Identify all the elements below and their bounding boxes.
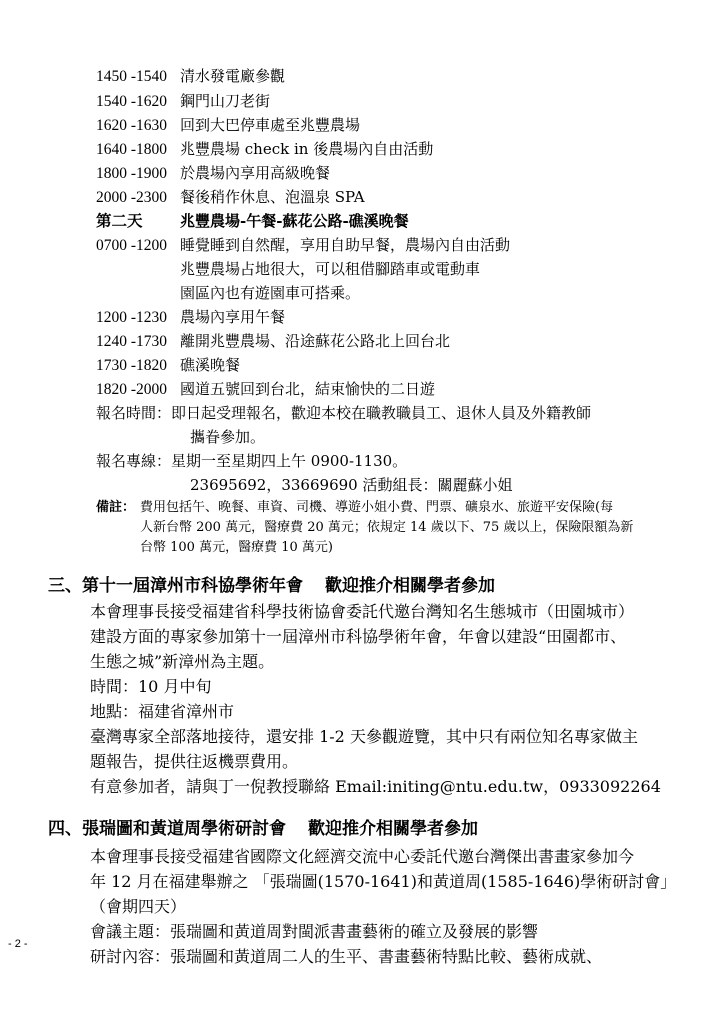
schedule-row bbox=[96, 138, 433, 161]
schedule-time: 2000 -2300 bbox=[96, 189, 168, 206]
section3-paragraph: 本會理事長接受福建省科學技術協會委託代邀台灣知名生態城市（田園城市） bbox=[90, 602, 635, 621]
schedule-desc: 兆豐農場 check in 後農場內自由活動 bbox=[180, 140, 434, 158]
remarks-text: 台幣 100 萬元，醫療費 10 萬元) bbox=[140, 540, 333, 555]
registration-time-continuation: 攜眷參加。 bbox=[190, 428, 266, 446]
schedule-time: 1800 -1900 bbox=[96, 165, 168, 182]
section4-paragraph: （會期四天） bbox=[90, 897, 187, 916]
schedule-time: 1640 -1800 bbox=[96, 141, 168, 158]
section4-theme: 會議主題：張瑞圖和黃道周對閩派書畫藝術的確立及發展的影響 bbox=[90, 922, 539, 941]
section4-paragraph: 本會理事長接受福建省國際文化經濟交流中心委託代邀台灣傑出書畫家參加今 bbox=[90, 847, 635, 866]
day2-heading bbox=[96, 210, 409, 233]
schedule-time: 1200 -1230 bbox=[96, 309, 168, 326]
section4-heading bbox=[48, 818, 478, 840]
schedule-row bbox=[96, 186, 365, 209]
schedule-desc: 睡覺睡到自然醒，享用自助早餐，農場內自由活動 bbox=[180, 236, 511, 254]
day2-title: 兆豐農場-午餐-蘇花公路-礁溪晚餐 bbox=[180, 212, 409, 230]
schedule-time: 1820 -2000 bbox=[96, 381, 168, 398]
schedule-desc: 離開兆豐農場、沿途蘇花公路北上回台北 bbox=[180, 332, 451, 350]
schedule-time: 0700 -1200 bbox=[96, 237, 168, 254]
registration-hotline: 報名專線：星期一至星期四上午 0900-1130。 bbox=[96, 452, 408, 470]
remarks-text: 人新台幣 200 萬元，醫療費 20 萬元；依規定 14 歲以下、75 歲以上，保險限額為新 bbox=[140, 520, 634, 535]
schedule-desc: 回到大巴停車處至兆豐農場 bbox=[180, 116, 361, 134]
schedule-desc: 國道五號回到台北，結束愉快的二日遊 bbox=[180, 380, 436, 398]
schedule-row bbox=[96, 65, 285, 88]
section3-contact: 有意參加者，請與丁一倪教授聯絡 Email:initing@ntu.edu.tw，0933092264 bbox=[90, 777, 661, 796]
section4-title-tail: 歡迎推介相關學者參加 bbox=[308, 819, 478, 839]
section3-paragraph: 生態之城”新漳州為主題。 bbox=[90, 652, 275, 671]
schedule-desc: 農場內享用午餐 bbox=[180, 308, 286, 326]
schedule-time: 1620 -1630 bbox=[96, 117, 168, 134]
section4-paragraph: 年 12 月在福建舉辦之 「張瑞圖(1570-1641)和黃道周(1585-1646)學術研討會」 bbox=[90, 872, 677, 891]
section4-title: 四、張瑞圖和黃道周學術研討會 bbox=[48, 819, 286, 839]
section3-location: 地點：福建省漳州市 bbox=[90, 702, 235, 721]
section3-title-tail: 歡迎推介相關學者參加 bbox=[325, 576, 495, 596]
section3-time: 時間：10 月中旬 bbox=[90, 677, 212, 696]
section4-content: 研討內容：張瑞圖和黃道周二人的生平、書畫藝術特點比較、藝術成就、 bbox=[90, 947, 603, 966]
schedule-desc: 餐後稍作休息、泡溫泉 SPA bbox=[180, 188, 365, 206]
section3-heading bbox=[48, 575, 495, 597]
section3-paragraph: 題報告，提供往返機票費用。 bbox=[90, 752, 299, 771]
schedule-desc-continuation: 兆豐農場占地很大，可以租借腳踏車或電動車 bbox=[180, 260, 481, 278]
section3-paragraph: 建設方面的專家參加第十一屆漳州市科協學術年會，年會以建設“田園都市、 bbox=[90, 627, 627, 646]
page-number: - 2 - bbox=[8, 938, 28, 950]
schedule-row bbox=[96, 234, 510, 257]
schedule-desc-continuation: 園區內也有遊園車可搭乘。 bbox=[180, 284, 361, 302]
schedule-row bbox=[96, 114, 360, 137]
schedule-row bbox=[96, 330, 450, 353]
schedule-row bbox=[96, 90, 270, 113]
schedule-time: 1450 -1540 bbox=[96, 68, 168, 85]
remarks-text: 費用包括午、晚餐、車資、司機、導遊小姐小費、門票、礦泉水、旅遊平安保險(每 bbox=[140, 500, 614, 515]
schedule-desc: 清水發電廠參觀 bbox=[180, 67, 286, 85]
schedule-row bbox=[96, 306, 285, 329]
schedule-row bbox=[96, 378, 435, 401]
registration-time: 報名時間：即日起受理報名，歡迎本校在職教職員工、退休人員及外籍教師 bbox=[96, 404, 592, 422]
schedule-time: 1540 -1620 bbox=[96, 93, 168, 110]
section3-paragraph: 臺灣專家全部落地接待，還安排 1-2 天參觀遊覽，其中只有兩位知名專家做主 bbox=[90, 727, 638, 746]
schedule-desc: 礁溪晚餐 bbox=[180, 356, 241, 374]
registration-hotline-continuation: 23695692，33669690 活動組長：關麗蘇小姐 bbox=[190, 476, 513, 494]
schedule-time: 1730 -1820 bbox=[96, 357, 168, 374]
schedule-row bbox=[96, 354, 240, 377]
schedule-time: 1240 -1730 bbox=[96, 333, 168, 350]
schedule-desc: 鋼門山刀老街 bbox=[180, 92, 271, 110]
remarks-label: 備註： bbox=[96, 500, 136, 515]
schedule-row bbox=[96, 162, 330, 185]
schedule-desc: 於農場內享用高級晚餐 bbox=[180, 164, 331, 182]
section3-title: 三、第十一屆漳州市科協學術年會 bbox=[48, 576, 303, 596]
day2-label: 第二天 bbox=[96, 213, 143, 230]
